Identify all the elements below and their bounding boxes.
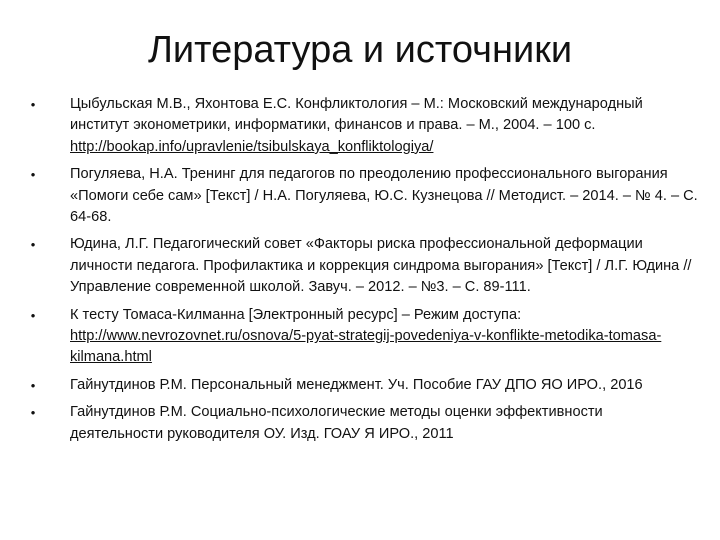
reference-item — [26, 94, 698, 158]
reference-text: Гайнутдинов Р.М. Персональный менеджмент. Уч. Пособие ГАУ ДПО ЯО ИРО., 2016 — [70, 376, 643, 393]
reference-link[interactable]: http://www.nevrozovnet.ru/osnova/5-pyat-strategij-povedeniya-v-konflikte-metodika-tomasa-kilmana.html — [70, 328, 662, 366]
reference-list — [26, 94, 698, 451]
reference-item — [26, 375, 698, 396]
reference-text: Погуляева, Н.А. Тренинг для педагогов по преодолению профессионального выгорания «Помоги себе сам» [Текст] / Н.А. Погуляева, Ю.С. Кузнецова // Методист. – 2014. – № 4. – С. 64-68. — [70, 166, 698, 226]
bullet-icon: • — [30, 377, 36, 393]
slide-title: Литература и источники — [147, 29, 573, 71]
reference-item — [26, 305, 698, 369]
bullet-icon: • — [30, 307, 36, 323]
reference-text: Юдина, Л.Г. Педагогический совет «Факторы риска профессиональной деформации личности педагога. Профилактика и коррекция синдрома выгорания» [Текст] / Л.Г. Юдина // Управление современной школой. Завуч. – 2012. – №3. – С. 89-111. — [70, 236, 692, 296]
reference-text: К тесту Томаса-Килманна [Электронный ресурс] – Режим доступа: — [70, 306, 522, 323]
reference-link[interactable]: http://bookap.info/upravlenie/tsibulskaya_konfliktologiya/ — [70, 138, 434, 155]
reference-text: Гайнутдинов Р.М. Социально-психологические методы оценки эффективности деятельности руководителя ОУ. Изд. ГОАУ Я ИРО., 2011 — [70, 404, 603, 442]
bullet-icon: • — [30, 167, 36, 183]
bullet-icon: • — [30, 97, 36, 112]
reference-text: Цыбульская М.В., Яхонтова Е.С. Конфликтология – М.: Московский международный институт эконометрики, информатики, финансов и права. – М., 2004. – 100 с. — [70, 96, 643, 134]
reference-item — [26, 234, 698, 298]
bullet-icon: • — [30, 237, 36, 253]
reference-item — [26, 164, 698, 228]
reference-item — [26, 402, 698, 445]
bullet-icon: • — [30, 405, 36, 421]
